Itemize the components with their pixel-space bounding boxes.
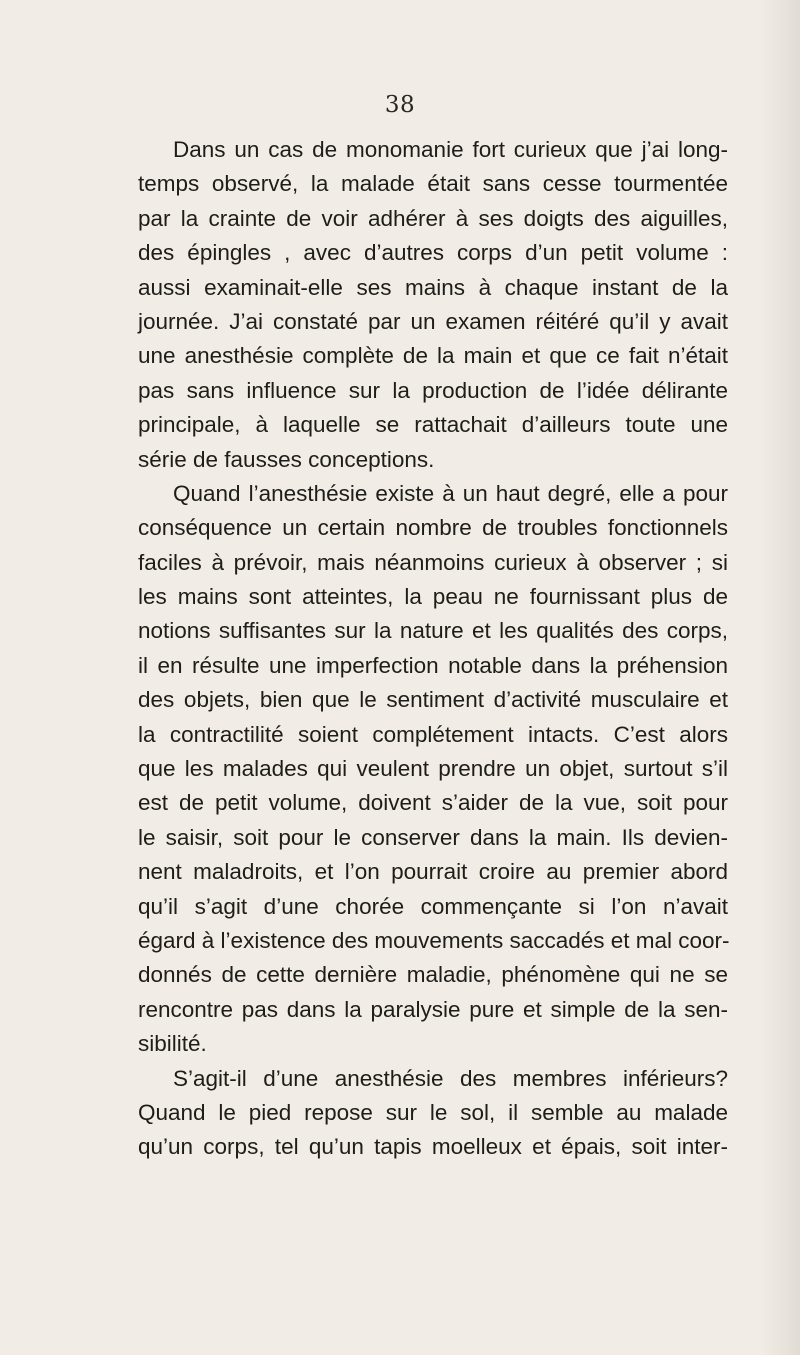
- text-line: il en résulte une imperfection notable dans la préhension: [138, 652, 728, 678]
- text-line: aussi examinait-elle ses mains à chaque instant de la: [138, 274, 728, 300]
- text-line: donnés de cette dernière maladie, phénomène qui ne se: [138, 962, 728, 988]
- text-line: principale, à laquelle se rattachait d’ailleurs toute une: [138, 412, 728, 438]
- text-line: conséquence un certain nombre de troubles fonctionnels: [138, 515, 728, 541]
- text-line: Quand l’anesthésie existe à un haut degré, elle a pour: [173, 480, 728, 506]
- text-line: est de petit volume, doivent s’aider de la vue, soit pour: [138, 790, 728, 816]
- text-line: des objets, bien que le sentiment d’activité musculaire et: [138, 687, 728, 713]
- page-number: 38: [384, 92, 416, 118]
- text-line: temps observé, la malade était sans cesse tourmentée: [138, 171, 728, 197]
- text-line: le saisir, soit pour le conserver dans la main. Ils devien-: [138, 824, 728, 850]
- body-text: [138, 133, 728, 1165]
- text-line: égard à l’existence des mouvements saccadés et mal coor-: [138, 927, 730, 953]
- text-line: faciles à prévoir, mais néanmoins curieux à observer ; si: [138, 549, 728, 575]
- text-line: la contractilité soient complétement intacts. C’est alors: [138, 721, 728, 747]
- text-line: par la crainte de voir adhérer à ses doigts des aiguilles,: [138, 205, 728, 231]
- text-line: qu’il s’agit d’une chorée commençante si l’on n’avait: [138, 893, 728, 919]
- text-line: nent maladroits, et l’on pourrait croire au premier abord: [138, 859, 728, 885]
- text-line: S’agit-il d’une anesthésie des membres inférieurs?: [173, 1065, 728, 1091]
- text-line: une anesthésie complète de la main et que ce fait n’était: [138, 343, 728, 369]
- text-line: pas sans influence sur la production de l’idée délirante: [138, 377, 728, 403]
- text-line: notions suffisantes sur la nature et les qualités des corps,: [138, 618, 728, 644]
- text-line: des épingles , avec d’autres corps d’un petit volume :: [138, 240, 728, 266]
- text-line: les mains sont atteintes, la peau ne fournissant plus de: [138, 584, 728, 610]
- text-line: journée. J’ai constaté par un examen réitéré qu’il y avait: [138, 308, 728, 334]
- text-line: rencontre pas dans la paralysie pure et simple de la sen-: [138, 996, 728, 1022]
- text-line: que les malades qui veulent prendre un objet, surtout s’il: [138, 756, 728, 782]
- text-line: qu’un corps, tel qu’un tapis moelleux et épais, soit inter-: [138, 1134, 728, 1160]
- text-line: Quand le pied repose sur le sol, il semble au malade: [138, 1099, 728, 1125]
- text-line: Dans un cas de monomanie fort curieux que j’ai long-: [173, 137, 728, 162]
- text-line: série de fausses conceptions.: [138, 446, 435, 472]
- text-line: sibilité.: [138, 1031, 207, 1057]
